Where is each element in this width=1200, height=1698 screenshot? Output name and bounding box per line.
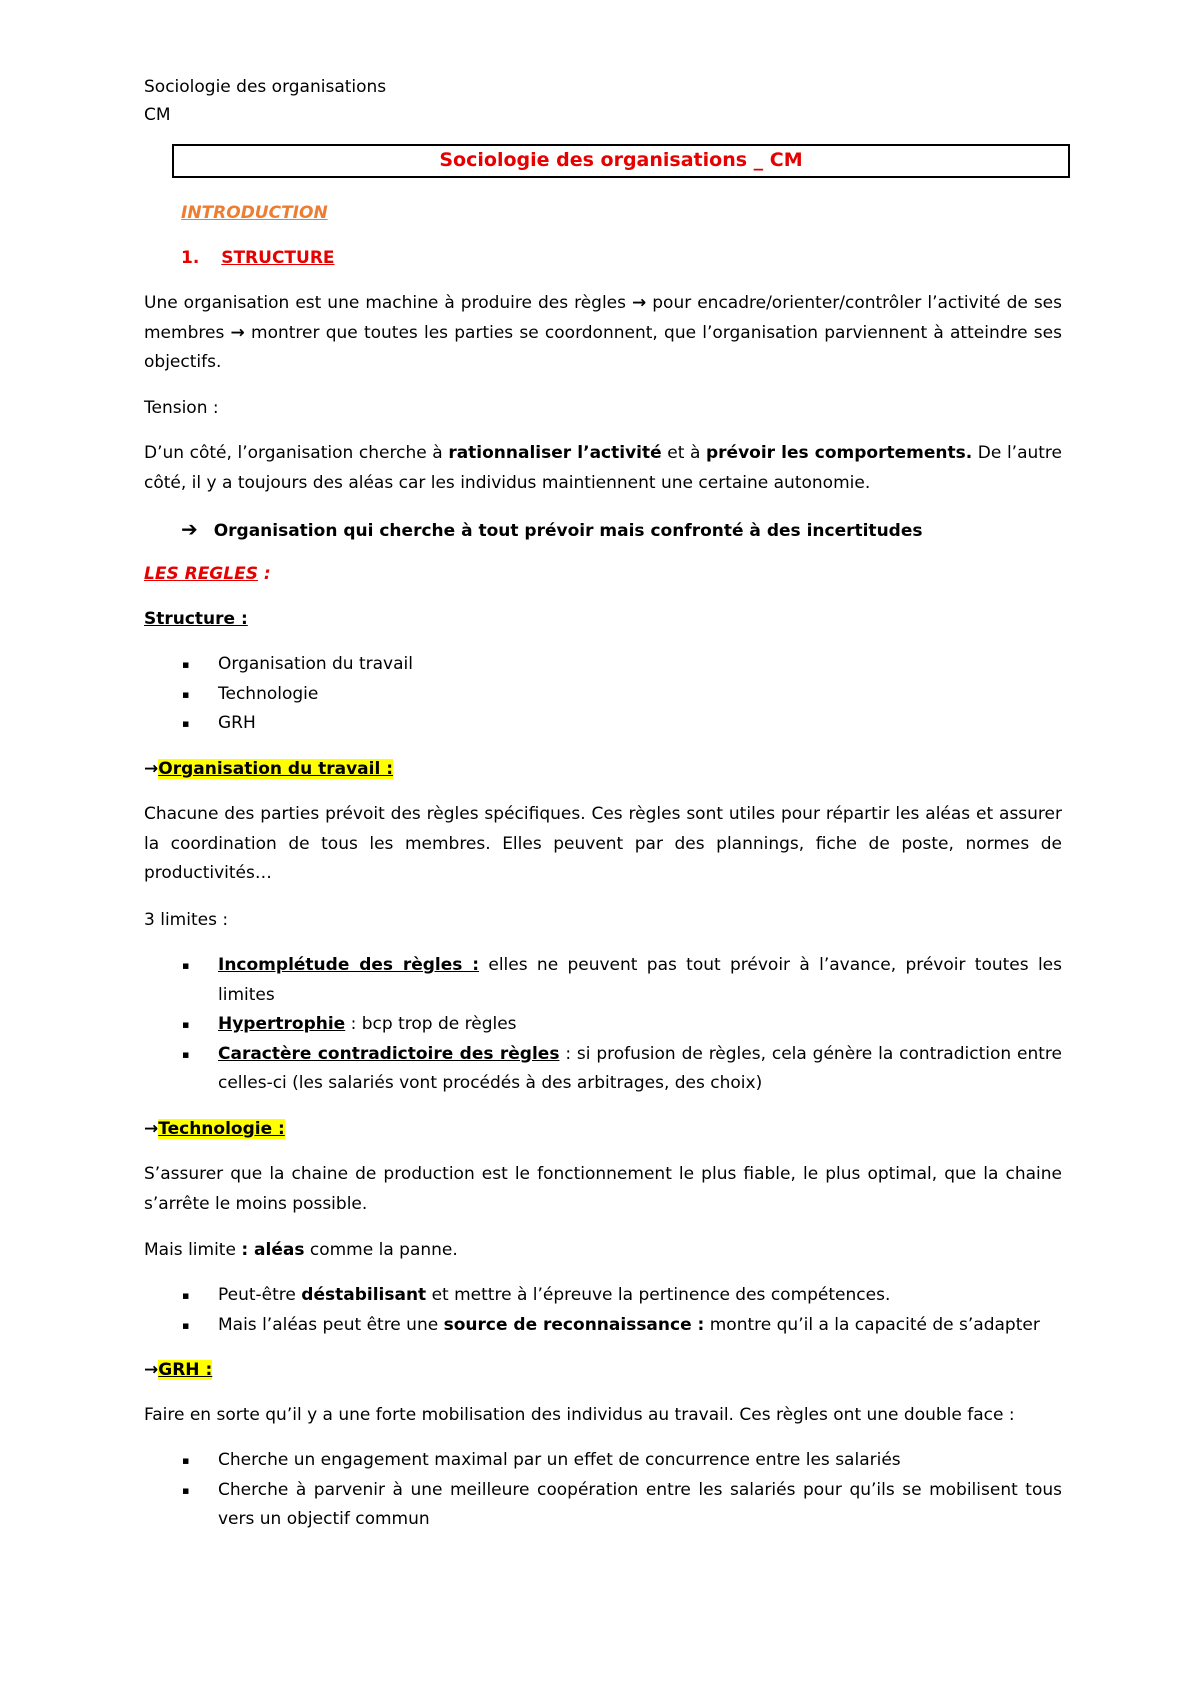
text-run: Une organisation est une machine à produire des règles [144, 293, 632, 313]
highlighted-heading: Organisation du travail : [158, 759, 393, 779]
document-title: Sociologie des organisations _ CM [439, 149, 803, 172]
text-run: De l’autre côté, il y a toujours des aléas car les individus maintiennent une certaine autonomie. [144, 443, 1063, 493]
text-run: comme la panne. [304, 1240, 458, 1260]
header-course-title: Sociologie des organisations [144, 77, 387, 97]
list-item [144, 650, 1062, 680]
highlighted-heading: GRH : [158, 1360, 213, 1380]
list-item [144, 1040, 1062, 1099]
list-item-text: Organisation du travail [218, 654, 413, 674]
bold-run: déstabilisant [301, 1285, 427, 1305]
square-bullet-icon: ▪ [182, 1289, 190, 1302]
list-item [144, 1446, 1062, 1476]
section-heading-structure [181, 244, 335, 274]
square-bullet-icon: ▪ [182, 959, 190, 972]
arrow-right-icon: → [632, 293, 647, 313]
text-run: et mettre à l’épreuve la pertinence des compétences. [426, 1285, 891, 1305]
list-item [144, 709, 1062, 739]
regles-colon: : [257, 564, 271, 584]
section-number: 1. [181, 248, 200, 268]
bold-run: prévoir les comportements. [706, 443, 973, 463]
limit-description: elles ne peuvent pas tout prévoir à l’avance, prévoir toutes les limites [218, 955, 1062, 1005]
conclusion-text: Organisation qui cherche à tout prévoir mais confronté à des incertitudes [213, 521, 923, 541]
limits-label: 3 limites : [144, 910, 229, 930]
text-run: montrer que toutes les parties se coordonnent, que l’organisation parviennent à atteindre ses objectifs. [144, 322, 1062, 372]
list-item [144, 951, 1062, 1010]
square-bullet-icon: ▪ [182, 1018, 190, 1031]
text-run: D’un côté, l’organisation cherche à [144, 443, 449, 463]
heading-organisation-du-travail [144, 755, 393, 785]
text-run: et à [661, 443, 706, 463]
limit-term: Hypertrophie [218, 1014, 346, 1034]
list-item-text: Cherche un engagement maximal par un effet de concurrence entre les salariés [218, 1450, 901, 1470]
technologie-limit-line [144, 1236, 458, 1266]
limit-term: Caractère contradictoire des règles [218, 1043, 560, 1064]
paragraph-technologie: S’assurer que la chaine de production est le fonctionnement le plus fiable, le plus optimal, que la chaine s’arrête le moins possible. [144, 1164, 1062, 1214]
text-run: pour encadre/orienter/contrôler l’activité de ses membres [144, 293, 1062, 343]
structure-list [144, 650, 1062, 739]
document-title-box [172, 144, 1070, 178]
square-bullet-icon: ▪ [182, 1047, 190, 1061]
conclusion-line [181, 515, 922, 547]
list-item-text: GRH [218, 713, 256, 733]
limit-term: Incomplétude des règles : [218, 955, 480, 975]
grh-list [144, 1446, 1062, 1535]
limit-description: : si profusion de règles, cela génère la contradiction entre celles-ci (les salariés vont procédés à des arbitrages, des choix) [218, 1043, 1062, 1093]
paragraph-organisation-definition [144, 289, 1062, 378]
text-run: Mais limite [144, 1240, 242, 1260]
square-bullet-icon: ▪ [182, 1483, 190, 1497]
paragraph-grh: Faire en sorte qu’il y a une forte mobilisation des individus au travail. Ces règles ont une double face : [144, 1405, 1015, 1425]
square-bullet-icon: ▪ [182, 1454, 190, 1467]
text-run: montre qu’il a la capacité de s’adapter [704, 1314, 1040, 1335]
arrow-right-icon: ➔ [181, 517, 198, 541]
square-bullet-icon: ▪ [182, 717, 190, 730]
square-bullet-icon: ▪ [182, 658, 190, 671]
page-header [144, 73, 386, 129]
list-item-text: Technologie [218, 683, 319, 704]
text-run: Mais l’aléas peut être une [218, 1314, 444, 1335]
list-item-text: Cherche à parvenir à une meilleure coopération entre les salariés pour qu’ils se mobilisent tous vers un objectif commun [218, 1479, 1062, 1529]
heading-grh [144, 1356, 212, 1386]
list-item [144, 680, 1062, 710]
introduction-heading: INTRODUCTION [181, 203, 328, 223]
list-item [144, 1476, 1062, 1535]
limits-list [144, 951, 1062, 1099]
arrow-right-icon: → [144, 759, 159, 779]
heading-technologie [144, 1115, 285, 1145]
arrow-right-icon: → [230, 322, 245, 343]
regles-label: LES REGLES [144, 564, 258, 584]
arrow-right-icon: → [144, 1119, 159, 1139]
structure-label: Structure : [144, 609, 248, 629]
square-bullet-icon: ▪ [182, 1318, 190, 1332]
list-item [144, 1311, 1062, 1341]
list-item [144, 1281, 1062, 1311]
text-run: Peut-être [218, 1285, 302, 1305]
arrow-right-icon: → [144, 1360, 159, 1380]
bold-run: source de reconnaissance : [443, 1314, 705, 1335]
list-item [144, 1010, 1062, 1040]
technologie-list [144, 1281, 1062, 1340]
paragraph-organisation-du-travail: Chacune des parties prévoit des règles spécifiques. Ces règles sont utiles pour répartir les aléas et assurer la coordination de tous les membres. Elles peuvent par des plannings, fiche de poste, normes de productivités… [144, 804, 1062, 883]
regles-heading [144, 560, 271, 590]
bold-run: : aléas [241, 1240, 305, 1260]
tension-label: Tension : [144, 398, 219, 418]
bold-run: rationnaliser l’activité [448, 443, 662, 463]
square-bullet-icon: ▪ [182, 687, 190, 701]
header-course-type: CM [144, 105, 171, 125]
highlighted-heading: Technologie : [158, 1119, 285, 1139]
section-label: STRUCTURE [221, 248, 335, 268]
paragraph-tension [144, 439, 1062, 498]
limit-description: : bcp trop de règles [345, 1014, 517, 1034]
